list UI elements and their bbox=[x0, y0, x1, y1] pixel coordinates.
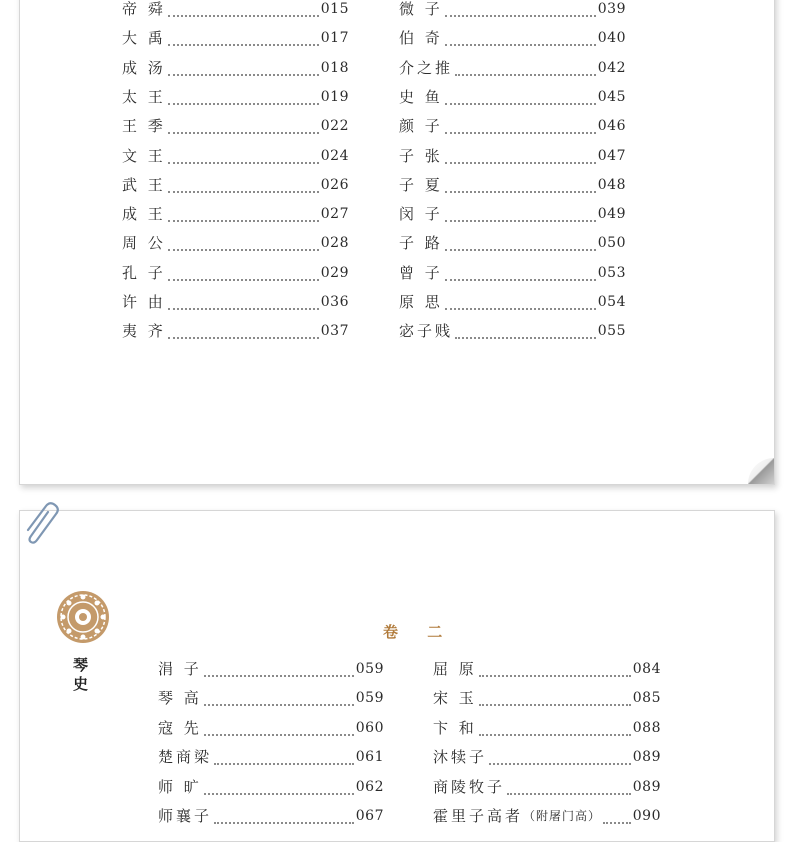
toc-entry-title: 寇 先 bbox=[158, 718, 202, 737]
toc-entry-title: 曾 子 bbox=[399, 263, 443, 282]
volume-title: 卷 二 bbox=[383, 623, 455, 641]
toc-entry-page-number: 055 bbox=[597, 323, 626, 340]
toc-entry-page-number: 047 bbox=[597, 147, 626, 164]
toc-entry bbox=[399, 290, 626, 314]
toc-entry-title: 大 禹 bbox=[122, 29, 166, 48]
dot-leader bbox=[168, 1, 319, 17]
dot-leader bbox=[168, 235, 319, 251]
toc-entry-title: 许 由 bbox=[122, 293, 166, 311]
toc-entry-page-number: 019 bbox=[320, 88, 349, 105]
dot-leader bbox=[168, 265, 319, 281]
toc-entry-page-number: 028 bbox=[320, 235, 349, 252]
toc-entry bbox=[433, 745, 661, 769]
toc-entry-page-number: 067 bbox=[355, 808, 384, 824]
toc-entry-title: 霍里子高者 bbox=[433, 807, 524, 825]
dot-leader bbox=[204, 720, 354, 736]
toc-entry bbox=[433, 657, 661, 681]
toc-entry-title: 成 汤 bbox=[122, 58, 166, 77]
toc-entry-page-number: 045 bbox=[597, 88, 626, 105]
toc-entry bbox=[122, 231, 349, 255]
toc-entry-page-number: 090 bbox=[632, 808, 661, 824]
dot-leader bbox=[455, 323, 596, 339]
toc-entry-page-number: 039 bbox=[597, 1, 626, 17]
dot-leader bbox=[204, 661, 354, 677]
toc-entry-page-number: 053 bbox=[597, 264, 626, 281]
toc-entry-page-number: 059 bbox=[355, 690, 384, 707]
toc-entry-title: 师襄子 bbox=[158, 807, 213, 825]
dot-leader bbox=[168, 177, 319, 193]
toc-entry bbox=[122, 144, 349, 168]
toc-entry bbox=[399, 319, 626, 343]
dot-leader bbox=[204, 779, 354, 795]
toc-entry-title: 卞 和 bbox=[433, 718, 477, 737]
toc-entry bbox=[122, 26, 349, 50]
toc-entry-title: 王 季 bbox=[122, 117, 166, 136]
toc-entry-page-number: 061 bbox=[355, 749, 384, 766]
toc-entry-page-number: 037 bbox=[320, 323, 349, 340]
toc-entry bbox=[158, 686, 384, 710]
toc-entry bbox=[122, 319, 349, 343]
toc-entry bbox=[122, 85, 349, 109]
toc-entry bbox=[122, 0, 349, 21]
toc-entry-title: 周 公 bbox=[122, 234, 166, 253]
dot-leader bbox=[168, 118, 319, 134]
toc-entry bbox=[122, 114, 349, 138]
dot-leader bbox=[455, 60, 596, 76]
toc-entry bbox=[122, 261, 349, 285]
dot-leader bbox=[479, 661, 631, 677]
toc-entry-title: 孔 子 bbox=[122, 263, 166, 282]
toc-entry-title: 宋 玉 bbox=[433, 689, 477, 708]
toc-entry-page-number: 085 bbox=[632, 690, 661, 707]
toc-entry bbox=[158, 716, 384, 740]
toc-entry-page-number: 027 bbox=[320, 206, 349, 223]
dot-leader bbox=[214, 749, 354, 765]
toc-entry bbox=[399, 231, 626, 255]
toc-entry bbox=[433, 686, 661, 710]
paperclip-icon bbox=[22, 500, 62, 552]
toc-entry bbox=[122, 290, 349, 314]
toc-entry-title: 商陵牧子 bbox=[433, 777, 506, 796]
toc-entry-title: 颜 子 bbox=[399, 117, 443, 136]
toc-entry bbox=[158, 804, 384, 828]
side-label: 琴史 bbox=[73, 656, 89, 693]
dot-leader bbox=[168, 206, 319, 222]
toc-entry-title: 成 王 bbox=[122, 205, 166, 224]
dot-leader bbox=[445, 294, 596, 310]
toc-entry-page-number: 042 bbox=[597, 59, 626, 76]
rosette-ornament-icon bbox=[55, 589, 111, 645]
dot-leader bbox=[479, 720, 631, 736]
dot-leader bbox=[445, 177, 596, 193]
dot-leader bbox=[204, 690, 354, 706]
toc-entry bbox=[399, 202, 626, 226]
dot-leader bbox=[445, 206, 596, 222]
toc-entry bbox=[399, 85, 626, 109]
toc-entry-title: 伯 奇 bbox=[399, 29, 443, 48]
toc-entry-page-number: 089 bbox=[632, 778, 661, 795]
toc-entry bbox=[158, 657, 384, 681]
dot-leader bbox=[489, 749, 631, 765]
toc-entry-title: 介之推 bbox=[399, 58, 454, 77]
toc-entry-page-number: 046 bbox=[597, 118, 626, 135]
toc-entry bbox=[122, 56, 349, 80]
toc-entry-page-number: 026 bbox=[320, 176, 349, 193]
toc-entry-page-number: 024 bbox=[320, 147, 349, 164]
dot-leader bbox=[445, 1, 596, 17]
toc-entry-title: 琴 高 bbox=[158, 689, 202, 708]
dot-leader bbox=[445, 30, 596, 46]
toc-entry-page-number: 062 bbox=[355, 778, 384, 795]
dot-leader bbox=[168, 323, 319, 339]
toc-entry-title: 太 王 bbox=[122, 87, 166, 106]
toc-entry-title: 夷 齐 bbox=[122, 322, 166, 341]
toc-entry bbox=[122, 173, 349, 197]
toc-entry-page-number: 036 bbox=[320, 294, 349, 310]
toc-entry-title: 闵 子 bbox=[399, 205, 443, 224]
toc-entry bbox=[399, 144, 626, 168]
toc-entry bbox=[433, 804, 661, 828]
toc-entry-page-number: 040 bbox=[597, 30, 626, 47]
toc-entry-title: 楚商梁 bbox=[158, 748, 213, 767]
toc-entry-page-number: 029 bbox=[320, 264, 349, 281]
toc-entry-title: 原 思 bbox=[399, 293, 443, 311]
dot-leader bbox=[168, 60, 319, 76]
dot-leader bbox=[168, 148, 319, 164]
toc-entry-title: 史 鱼 bbox=[399, 87, 443, 106]
dot-leader bbox=[445, 235, 596, 251]
toc-entry-title: 师 旷 bbox=[158, 777, 202, 796]
toc-entry-title: 微 子 bbox=[399, 0, 443, 18]
dot-leader bbox=[168, 30, 319, 46]
toc-entry-page-number: 054 bbox=[597, 294, 626, 310]
toc-entry-title: 文 王 bbox=[122, 146, 166, 165]
toc-entry-page-number: 018 bbox=[320, 59, 349, 76]
toc-entry-page-number: 017 bbox=[320, 30, 349, 47]
toc-entry-page-number: 089 bbox=[632, 749, 661, 766]
toc-entry-note: （附屠门高） bbox=[523, 809, 602, 823]
toc-entry bbox=[122, 202, 349, 226]
dot-leader bbox=[445, 89, 596, 105]
toc-entry bbox=[433, 716, 661, 740]
toc-entry bbox=[399, 0, 626, 21]
dot-leader bbox=[168, 294, 319, 310]
dot-leader bbox=[507, 779, 631, 795]
dot-leader bbox=[479, 690, 631, 706]
toc-entry-page-number: 084 bbox=[632, 661, 661, 677]
toc-entry-title: 宓子贱 bbox=[399, 322, 454, 341]
toc-entry-title: 帝 舜 bbox=[122, 0, 166, 18]
toc-entry-title: 屈 原 bbox=[433, 660, 477, 678]
toc-entry-page-number: 060 bbox=[355, 719, 384, 736]
dot-leader bbox=[445, 148, 596, 164]
toc-page-bottom bbox=[19, 510, 775, 842]
toc-entry bbox=[399, 114, 626, 138]
toc-entry-page-number: 050 bbox=[597, 235, 626, 252]
toc-entry bbox=[433, 775, 661, 799]
dot-leader bbox=[445, 265, 596, 281]
toc-entry-title: 子 张 bbox=[399, 146, 443, 165]
toc-entry-title: 子 夏 bbox=[399, 175, 443, 194]
dot-leader bbox=[445, 118, 596, 134]
toc-entry-page-number: 015 bbox=[320, 1, 349, 17]
toc-entry-page-number: 059 bbox=[355, 661, 384, 677]
dot-leader bbox=[214, 808, 354, 824]
toc-entry bbox=[399, 26, 626, 50]
toc-entry-title: 子 路 bbox=[399, 234, 443, 253]
dot-leader bbox=[168, 89, 319, 105]
toc-entry-title: 涓 子 bbox=[158, 660, 202, 678]
toc-entry-page-number: 048 bbox=[597, 176, 626, 193]
dot-leader bbox=[603, 808, 631, 824]
toc-entry bbox=[399, 173, 626, 197]
toc-entry-page-number: 088 bbox=[632, 719, 661, 736]
toc-entry-title: 沐犊子 bbox=[433, 748, 488, 767]
toc-entry bbox=[399, 56, 626, 80]
toc-entry-page-number: 049 bbox=[597, 206, 626, 223]
toc-entry bbox=[399, 261, 626, 285]
toc-entry bbox=[158, 745, 384, 769]
toc-entry bbox=[158, 775, 384, 799]
toc-entry-page-number: 022 bbox=[320, 118, 349, 135]
toc-entry-title: 武 王 bbox=[122, 175, 166, 194]
